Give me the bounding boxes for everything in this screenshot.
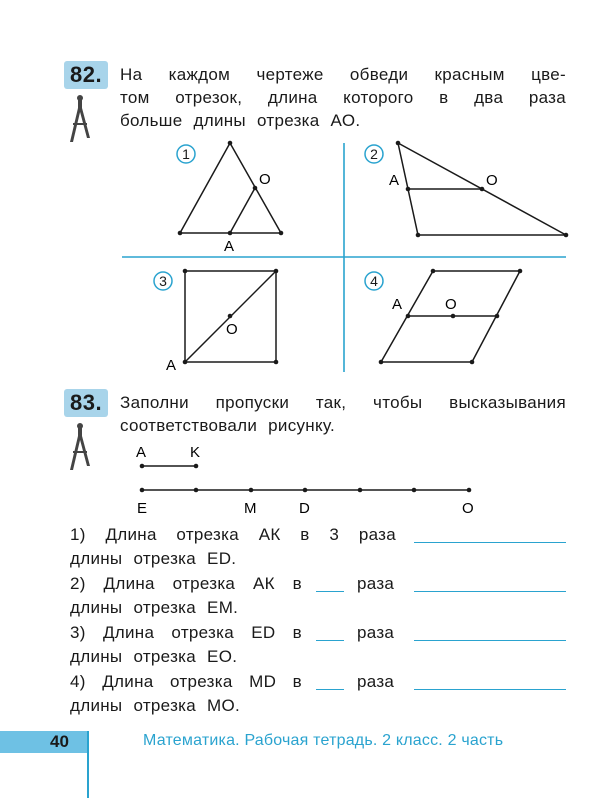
- exercise-82-text-line-1: На каждом чертеже обведи красным цве-: [120, 65, 566, 84]
- figure-1-label-O: O: [259, 171, 271, 188]
- item-2-line-1b: раза: [357, 574, 395, 593]
- item-2-line-1a: 2) Длина отрезка АК в: [70, 574, 302, 593]
- figure-4-label-A: A: [392, 296, 403, 313]
- exercise-83-text-line-2: соответствовали рисунку.: [120, 416, 336, 435]
- item-3-line-1b: раза: [357, 623, 395, 642]
- figure-3-label-O: O: [226, 321, 238, 338]
- item-4-line-2: длины отрезка MO.: [70, 696, 241, 715]
- exercise-83-number: 83.: [64, 389, 108, 417]
- label-O: O: [462, 500, 474, 516]
- figure-2-number: 2: [370, 146, 378, 162]
- item-3-number-blank[interactable]: [316, 639, 344, 641]
- item-2-answer-blank[interactable]: [414, 590, 566, 592]
- figure-4-number: 4: [370, 273, 378, 289]
- item-4-line-1a: 4) Длина отрезка MD в: [70, 672, 302, 691]
- figure-4-label-O: O: [445, 296, 457, 313]
- exercise-83-segments: [0, 436, 608, 516]
- exercise-82-number: 82.: [64, 61, 108, 89]
- figure-2-label-A: A: [389, 172, 400, 189]
- item-4-answer-blank[interactable]: [414, 688, 566, 690]
- figure-1: [177, 141, 283, 255]
- page-number-badge: [0, 731, 87, 753]
- figure-2: [365, 141, 568, 238]
- figure-1-number: 1: [182, 146, 190, 162]
- item-1-line-2: длины отрезка ED.: [70, 549, 237, 568]
- item-4-line-1b: раза: [357, 672, 395, 691]
- exercise-82-figures: [0, 135, 608, 380]
- exercise-82-text-line-2: том отрезок, длина которого в два раза: [120, 88, 566, 107]
- figure-3-label-A: A: [166, 357, 177, 374]
- item-4-number-blank[interactable]: [316, 688, 344, 690]
- figure-4: [365, 269, 522, 365]
- label-M: M: [244, 500, 257, 516]
- footer-margin-line: [87, 731, 89, 798]
- figure-3: [154, 269, 278, 374]
- figure-3-number: 3: [159, 273, 167, 289]
- item-1-line-1: 1) Длина отрезка АК в 3 раза: [70, 525, 396, 544]
- exercise-83-text-line-1: Заполни пропуски так, чтобы высказывания: [120, 393, 566, 412]
- item-1-answer-blank[interactable]: [414, 541, 566, 543]
- item-2-line-2: длины отрезка EM.: [70, 598, 239, 617]
- label-K: K: [190, 444, 201, 461]
- figure-2-label-O: O: [486, 172, 498, 189]
- page-number: 40: [50, 732, 69, 751]
- book-title: Математика. Рабочая тетрадь. 2 класс. 2 часть: [143, 732, 504, 749]
- item-3-line-1a: 3) Длина отрезка ED в: [70, 623, 302, 642]
- item-3-answer-blank[interactable]: [414, 639, 566, 641]
- item-2-number-blank[interactable]: [316, 590, 344, 592]
- exercise-82-text-line-3: больше длины отрезка АО.: [120, 111, 361, 130]
- label-E: E: [137, 500, 148, 516]
- figure-1-label-A: A: [224, 238, 235, 255]
- label-D: D: [299, 500, 310, 516]
- label-A: A: [136, 444, 147, 461]
- item-3-line-2: длины отрезка EO.: [70, 647, 238, 666]
